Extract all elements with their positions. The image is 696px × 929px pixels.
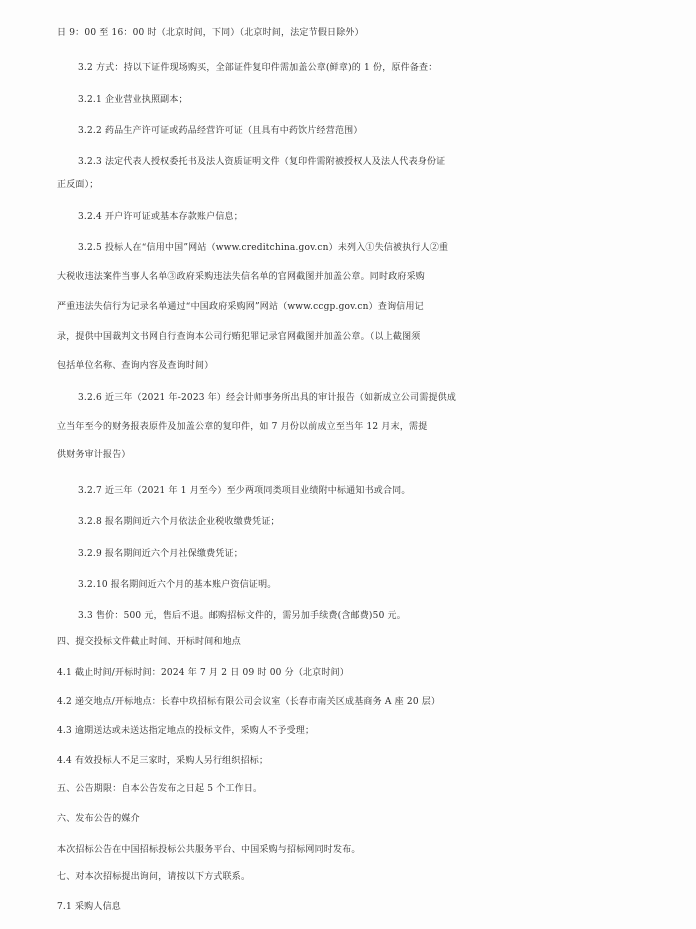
doc-line-3-2-3: 3.2.3 法定代表人授权委托书及法人资质证明文件（复印件需附被授权人及法人代表身份证: [78, 157, 446, 167]
doc-line-3-2-3-cont: 正反面）；: [57, 180, 99, 190]
doc-line-3-2-6-cont-2: 供财务审计报告）: [57, 450, 131, 460]
doc-line-3-2-8: 3.2.8 报名期间近六个月依法企业税收缴费凭证；: [78, 517, 280, 527]
doc-line-3-2-4: 3.2.4 开户许可证或基本存款账户信息；: [78, 212, 243, 222]
section-heading-4: 四、提交投标文件截止时间、开标时间和地点: [57, 637, 242, 647]
doc-line-3-2-7: 3.2.7 近三年（2021 年 1 月至今）至少两项同类项目业绩附中标通知书或合同。: [78, 486, 411, 496]
doc-line-4-1: 4.1 截止时间/开标时间：2024 年 7 月 2 日 09 时 00 分（北京时间）: [57, 668, 350, 678]
doc-line-3-2-5-cont-4: 包括单位名称、查询内容及查询时间）: [57, 361, 214, 371]
doc-line-7-1: 7.1 采购人信息: [57, 902, 121, 912]
doc-line-3-2-5-cont-1: 大税收违法案件当事人名单③政府采购违法失信名单的官网截图并加盖公章。同时政府采购: [57, 272, 426, 282]
doc-line-3-2-5-cont-2: 严重违法失信行为记录名单通过“中国政府采购网”网站（www.ccgp.gov.cn）查询信用记: [57, 302, 424, 312]
doc-line-3-2-1: 3.2.1 企业营业执照副本；: [78, 95, 188, 105]
doc-line-4-4: 4.4 有效投标人不足三家时，采购人另行组织招标；: [57, 756, 269, 766]
doc-line-3-2-10: 3.2.10 报名期间近六个月的基本账户资信证明。: [78, 580, 277, 590]
doc-line-3-2-6: 3.2.6 近三年（2021 年-2023 年）经会计师事务所出具的审计报告（如新成立公司需提供成: [78, 393, 457, 403]
doc-line-3-2-2: 3.2.2 药品生产许可证或药品经营许可证（且具有中药饮片经营范围）: [78, 126, 363, 136]
section-heading-5: 五、公告期限：自本公告发布之日起 5 个工作日。: [57, 784, 263, 794]
doc-line-4-2: 4.2 递交地点/开标地点：长春中玖招标有限公司会议室（长春市南关区成基商务 A 座 20 层）: [57, 697, 441, 707]
doc-line-hours: 日 9：00 至 16：00 时（北京时间，下同）（北京时间，法定节假日除外）: [57, 28, 364, 38]
doc-line-media: 本次招标公告在中国招标投标公共服务平台、中国采购与招标网同时发布。: [57, 845, 361, 855]
doc-line-3-2-5: 3.2.5 投标人在“信用中国”网站（www.creditchina.gov.cn）未列入①失信被执行人②重: [78, 243, 449, 253]
doc-line-3-2-6-cont-1: 立当年至今的财务报表原件及加盖公章的复印件，如 7 月份以前成立至当年 12 月末，需提: [57, 422, 428, 432]
doc-line-3-2: 3.2 方式：持以下证件现场购买，全部证件复印件需加盖公章(鲜章)的 1 份，原件备查：: [78, 63, 438, 73]
doc-line-3-2-9: 3.2.9 报名期间近六个月社保缴费凭证；: [78, 549, 243, 559]
doc-line-3-3: 3.3 售价：500 元，售后不退。邮购招标文件的，需另加手续费(含邮费)50 元。: [78, 611, 406, 621]
section-heading-6: 六、发布公告的媒介: [57, 814, 140, 824]
doc-line-3-2-5-cont-3: 录，提供中国裁判文书网自行查询本公司行贿犯罪记录官网截图并加盖公章。（以上截图须: [57, 332, 421, 342]
doc-line-4-3: 4.3 逾期送达或未送达指定地点的投标文件，采购人不予受理；: [57, 726, 315, 736]
section-heading-7: 七、对本次招标提出询问，请按以下方式联系。: [57, 872, 251, 882]
